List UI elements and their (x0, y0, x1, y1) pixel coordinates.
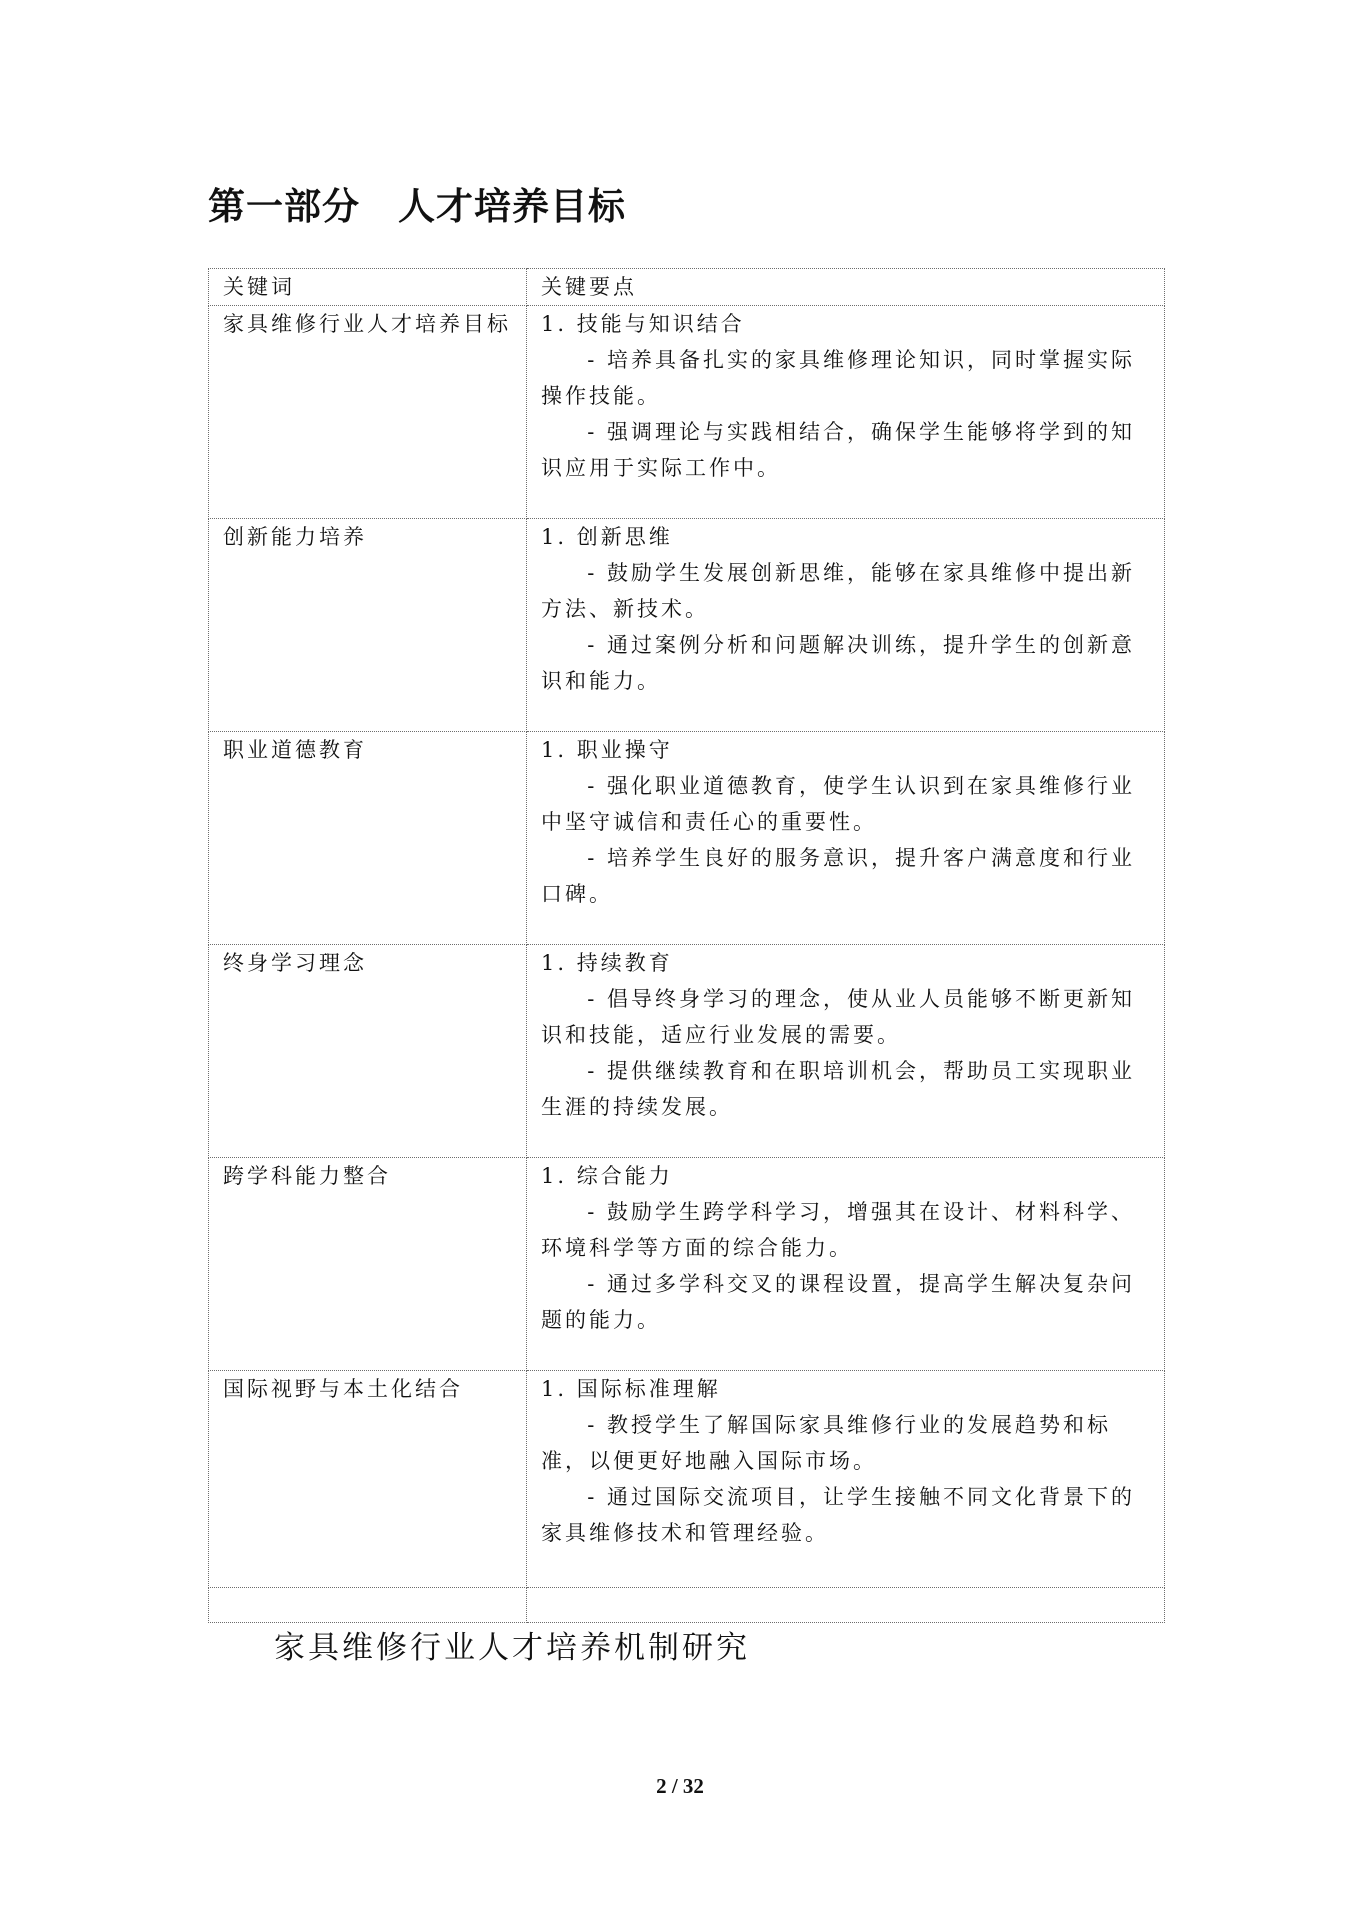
table-header-row (209, 269, 1165, 306)
key-points-cell (527, 1158, 1165, 1371)
table-row (209, 306, 1165, 519)
keyword-cell: 终身学习理念 (209, 945, 527, 1158)
column-header-keyword: 关键词 (209, 269, 527, 306)
point-detail: - 教授学生了解国际家具维修行业的发展趋势和标准，以便更好地融入国际市场。 (541, 1413, 1111, 1473)
table-row (209, 1158, 1165, 1371)
section-title: 第一部分 人才培养目标 (208, 185, 626, 228)
point-title: 1. 持续教育 (541, 951, 673, 975)
key-points-cell (527, 945, 1165, 1158)
point-detail: - 通过案例分析和问题解决训练，提升学生的创新意识和能力。 (541, 633, 1135, 693)
key-points-cell (527, 519, 1165, 732)
empty-cell (527, 1588, 1165, 1623)
table-row (209, 1371, 1165, 1588)
key-points-cell (527, 1371, 1165, 1588)
point-detail: - 强调理论与实践相结合，确保学生能够将学到的知识应用于实际工作中。 (541, 420, 1135, 480)
empty-table-row (209, 1588, 1165, 1623)
point-detail: - 强化职业道德教育，使学生认识到在家具维修行业中坚守诚信和责任心的重要性。 (541, 774, 1135, 834)
keyword-cell: 国际视野与本土化结合 (209, 1371, 527, 1588)
point-detail: - 通过国际交流项目，让学生接触不同文化背景下的家具维修技术和管理经验。 (541, 1485, 1135, 1545)
table-row (209, 732, 1165, 945)
point-detail: - 通过多学科交叉的课程设置，提高学生解决复杂问题的能力。 (541, 1272, 1135, 1332)
keyword-cell: 跨学科能力整合 (209, 1158, 527, 1371)
column-header-key-points: 关键要点 (527, 269, 1165, 306)
page-number: 2 / 32 (656, 1774, 704, 1798)
keyword-cell: 创新能力培养 (209, 519, 527, 732)
document-footer-title: 家具维修行业人才培养机制研究 (274, 1630, 750, 1666)
point-detail: - 提供继续教育和在职培训机会，帮助员工实现职业生涯的持续发展。 (541, 1059, 1135, 1119)
point-detail: - 培养具备扎实的家具维修理论知识，同时掌握实际操作技能。 (541, 348, 1135, 408)
key-points-cell (527, 732, 1165, 945)
point-title: 1. 职业操守 (541, 738, 673, 762)
point-title: 1. 创新思维 (541, 525, 673, 549)
point-detail: - 培养学生良好的服务意识，提升客户满意度和行业口碑。 (541, 846, 1135, 906)
key-points-cell (527, 306, 1165, 519)
point-title: 1. 综合能力 (541, 1164, 673, 1188)
point-detail: - 鼓励学生跨学科学习，增强其在设计、材料科学、环境科学等方面的综合能力。 (541, 1200, 1135, 1260)
table-row (209, 945, 1165, 1158)
point-detail: - 鼓励学生发展创新思维，能够在家具维修中提出新方法、新技术。 (541, 561, 1135, 621)
empty-cell (209, 1588, 527, 1623)
keyword-cell: 家具维修行业人才培养目标 (209, 306, 527, 519)
keyword-cell: 职业道德教育 (209, 732, 527, 945)
point-title: 1. 国际标准理解 (541, 1377, 721, 1401)
table-row (209, 519, 1165, 732)
point-title: 1. 技能与知识结合 (541, 312, 745, 336)
keyword-table (208, 268, 1165, 1623)
point-detail: - 倡导终身学习的理念，使从业人员能够不断更新知识和技能，适应行业发展的需要。 (541, 987, 1135, 1047)
